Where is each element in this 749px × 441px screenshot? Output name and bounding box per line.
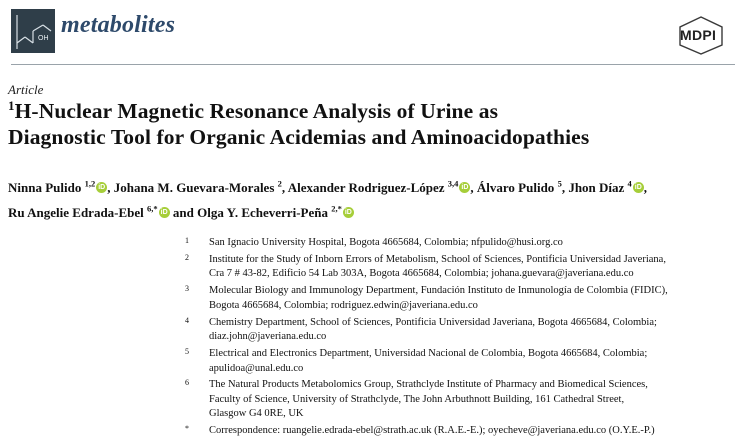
affiliation-line: The Natural Products Metabolomics Group, Strathclyde Institute of Pharmacy and Biomedical Sciences,	[209, 379, 648, 391]
title-line-2: Diagnostic Tool for Organic Acidemias and Aminoacidopathies	[8, 125, 590, 149]
correspondence-line: Correspondence: ruangelie.edrada-ebel@strath.ac.uk (R.A.E.-E.); oyecheve@javeriana.edu.co (O.Y.E.-P.)	[209, 425, 655, 437]
affiliation-number: 2	[185, 252, 189, 262]
correspondence-item	[185, 424, 730, 439]
title-line-1: H-Nuclear Magnetic Resonance Analysis of Urine as	[14, 99, 499, 123]
affiliation-item	[185, 236, 730, 251]
affiliation-item	[185, 316, 730, 345]
affiliation-item	[185, 284, 730, 313]
affiliation-number: 5	[185, 346, 189, 356]
orcid-icon[interactable]: iD	[634, 184, 642, 192]
correspondence-marker: *	[185, 424, 189, 434]
header-divider	[11, 64, 735, 65]
affiliation-line: Electrical and Electronics Department, Universidad Nacional de Colombia, Bogota 4665684, Colombia;	[209, 347, 648, 359]
metabolites-molecule-icon	[11, 9, 55, 53]
author: Alexander Rodriguez-López $^{3,4}$ iD ,	[287, 179, 477, 196]
affiliation-line: Molecular Biology and Immunology Department, Fundación Instituto de Inmunología de Colombia (FIDIC),	[209, 285, 668, 297]
author: Ru Angelie Edrada-Ebel $^{6,*}$ iD and	[8, 203, 198, 220]
orcid-icon[interactable]: iD	[98, 184, 106, 192]
affiliation-line: diaz.john@javeriana.edu.co	[209, 331, 327, 343]
affiliation-line: Bogota 4665684, Colombia; rodriguez.edwin@javeriana.edu.co	[209, 299, 478, 311]
affiliation-line: Institute for the Study of Inborn Errors of Metabolism, School of Sciences, Pontificia Universidad Javeriana,	[209, 253, 666, 265]
affiliation-item	[185, 378, 730, 422]
author: Álvaro Pulido $^5$,	[476, 179, 569, 196]
affiliation-number: 1	[185, 236, 189, 245]
author-list	[8, 174, 738, 223]
affiliation-line: apulidoa@unal.edu.co	[209, 362, 304, 374]
affiliation-item	[185, 253, 730, 282]
orcid-icon[interactable]: iD	[344, 208, 352, 216]
logo-text: OH	[38, 35, 49, 42]
journal-logo	[11, 9, 55, 53]
affiliation-number: 4	[185, 315, 189, 325]
affiliation-item	[185, 347, 730, 376]
author: Johana M. Guevara-Morales $^2$,	[113, 179, 288, 196]
author: Jhon Díaz $^4$ iD ,	[568, 179, 648, 196]
affiliation-list	[185, 236, 730, 441]
affiliation-number: 3	[185, 284, 189, 294]
publisher-logo-text: MDPI	[680, 27, 717, 43]
orcid-icon[interactable]: iD	[160, 208, 168, 216]
article-title	[8, 98, 738, 150]
affiliation-number: 6	[185, 378, 189, 388]
orcid-icon[interactable]: iD	[461, 184, 469, 192]
title-superscript: 1	[8, 97, 15, 113]
affiliation-line: Glasgow G4 0RE, UK	[209, 408, 304, 420]
author: Ninna Pulido $^{1,2}$ iD ,	[8, 179, 114, 196]
journal-name: metabolites	[61, 12, 176, 38]
author: Olga Y. Echeverri-Peña $^{2,*}$ iD	[197, 203, 352, 220]
affiliation-line: Faculty of Science, University of Strathclyde, The John Arbuthnott Building, 161 Cathedral Street,	[209, 393, 625, 405]
article-type: Article	[8, 82, 44, 97]
affiliation-line: Chemistry Department, School of Sciences, Pontificia Universidad Javeriana, Bogota 4665684, Colombia;	[209, 316, 657, 328]
affiliation-line: Cra 7 # 43-82, Edificio 54 Lab 303A, Bogota 4665684, Colombia; johana.guevara@javeriana.edu.co	[209, 268, 634, 280]
affiliation-line: San Ignacio University Hospital, Bogota 4665684, Colombia; nfpulido@husi.org.co	[209, 237, 563, 248]
